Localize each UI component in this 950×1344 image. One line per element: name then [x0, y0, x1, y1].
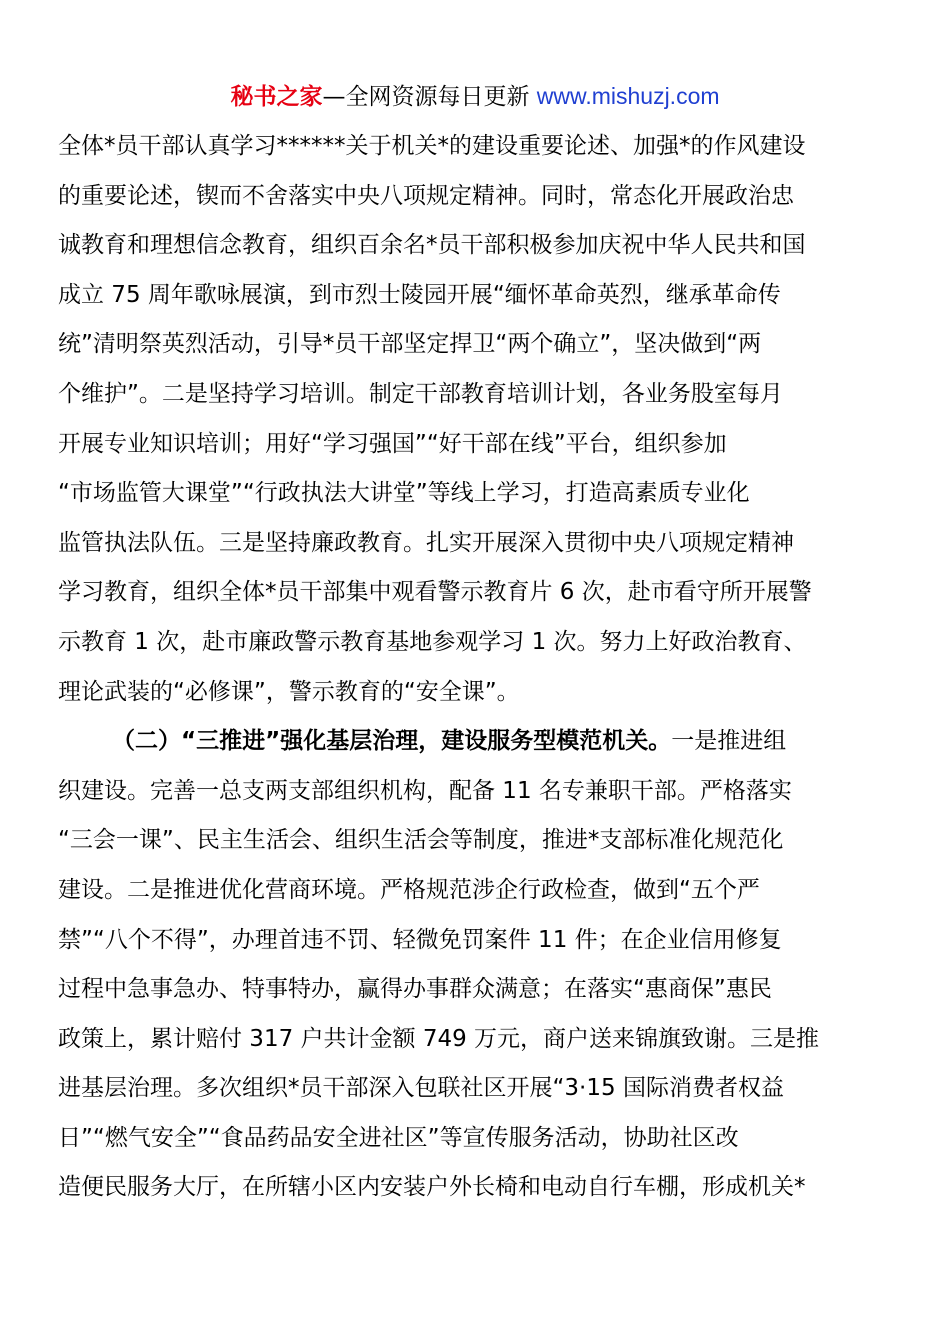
text-line: 政策上，累计赔付 317 户共计金额 749 万元，商户送来锦旗致谢。三是推 [58, 1025, 820, 1052]
site-header [0, 80, 950, 113]
paragraph-2 [58, 717, 898, 1213]
text-line: 统”清明祭英烈活动，引导*员干部坚定捍卫“两个确立”，坚决做到“两 [58, 331, 762, 358]
text-line: 学习教育，组织全体*员干部集中观看警示教育片 6 次，赴市看守所开展警 [58, 579, 812, 606]
brand-name: 秘书之家 [230, 84, 323, 110]
text-line: 理论武装的“必修课”，警示教育的“安全课”。 [58, 678, 520, 705]
heading-line-rest: 一是推进组 [671, 728, 787, 755]
text-line: 个维护”。二是坚持学习培训。制定干部教育培训计划，各业务股室每月 [58, 380, 783, 407]
section-heading: （二）“三推进”强化基层治理，建设服务型模范机关。 [112, 728, 672, 755]
text-line: 示教育 1 次，赴市廉政警示教育基地参观学习 1 次。努力上好政治教育、 [58, 628, 807, 655]
site-url-link[interactable]: www.mishuzj.com [536, 83, 720, 109]
text-line: 织建设。完善一总支两支部组织机构，配备 11 名专兼职干部。严格落实 [58, 777, 792, 804]
text-line: 造便民服务大厅，在所辖小区内安装户外长椅和电动自行车棚，形成机关* [58, 1174, 806, 1201]
text-line: 过程中急事急办、特事特办，赢得办事群众满意；在落实“惠商保”惠民 [58, 976, 772, 1003]
header-tagline: —全网资源每日更新 [322, 84, 537, 110]
text-line: 建设。二是推进优化营商环境。严格规范涉企行政检查，做到“五个严 [58, 876, 760, 903]
text-line: “市场监管大课堂”“行政执法大讲堂”等线上学习，打造高素质专业化 [58, 480, 750, 507]
document-body [58, 122, 898, 1213]
text-line: 全体*员干部认真学习******关于机关*的建设重要论述、加强*的作风建设 [58, 133, 806, 159]
text-line: 开展专业知识培训；用好“学习强国”“好干部在线”平台，组织参加 [58, 430, 727, 457]
text-line: 进基层治理。多次组织*员干部深入包联社区开展“3·15 国际消费者权益 [58, 1075, 784, 1102]
text-line: 的重要论述，锲而不舍落实中央八项规定精神。同时，常态化开展政治忠 [58, 182, 794, 209]
text-line: 诚教育和理想信念教育，组织百余名*员干部积极参加庆祝中华人民共和国 [58, 232, 806, 259]
text-line: 成立 75 周年歌咏展演，到市烈士陵园开展“缅怀革命英烈，继承革命传 [58, 281, 781, 308]
text-line: 禁”“八个不得”，办理首违不罚、轻微免罚案件 11 件；在企业信用修复 [58, 926, 782, 953]
text-line: “三会一课”、民主生活会、组织生活会等制度，推进*支部标准化规范化 [58, 827, 784, 854]
paragraph-1 [58, 122, 898, 717]
section-heading-line [58, 717, 898, 767]
text-line: 监管执法队伍。三是坚持廉政教育。扎实开展深入贯彻中央八项规定精神 [58, 529, 794, 556]
text-line: 日”“燃气安全”“食品药品安全进社区”等宣传服务活动，协助社区改 [58, 1124, 739, 1151]
